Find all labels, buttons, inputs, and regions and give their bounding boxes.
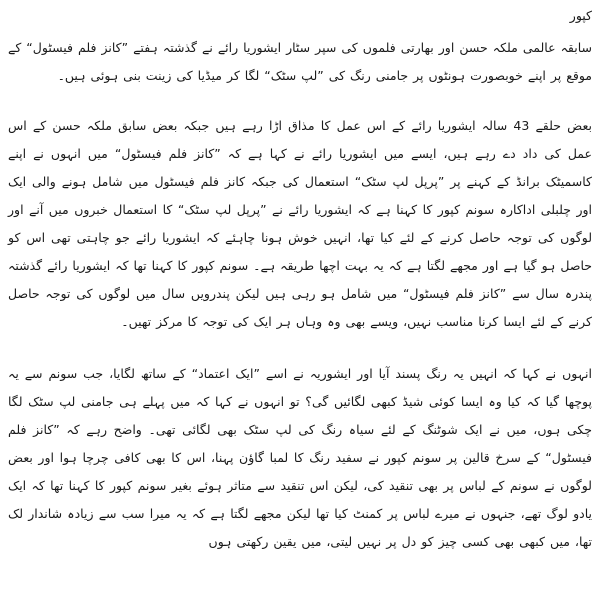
article-paragraph-3: انہوں نے کہا کہ انہیں یہ رنگ پسند آیا اور ایشوریہ نے اسے ”ایک اعتماد“ کے ساتھ لگایا، جب سونم سے یہ پوچھا گیا کہ کیا وہ ایسا کوئی شیڈ کبھی لگائیں گی؟ تو انہوں نے کہا کہ میں پہلے ہی جامنی لپ سٹک لگا چکی ہوں، میں نے ایک شوٹنگ کے لئے سیاہ رنگ کی لپ سٹک بھی لگائی تھی۔ واضح رہے کہ ”کانز فلم فیسٹول“ کے سرخ قالین پر سونم کپور نے سفید رنگ کا لمبا گاؤن پہنا، اس کا بھی کافی چرچا ہوا اور بعض لوگوں نے سونم کے لباس پر بھی تنقید کی، لیکن اس تنقید سے متاثر ہوئے بغیر سونم کپور کا کہنا تھا کہ ایک یادو لوگ تھے، جنہوں نے میرے لباس پر کمنٹ کیا تھا لیکن مجھے لگتا ہے کہ یہ میرا سب سے زیادہ شاندار لک تھا، میں کبھی بھی کسی چیز کو دل پر نہیں لیتی، میں یقین رکھتی ہوں — [8, 366, 592, 549]
article-paragraph-1: سابقہ عالمی ملکہ حسن اور بھارتی فلموں کی سپر سٹار ایشوریا رائے نے گذشتہ ہفتے ”کانز فلم فیسٹول“ کے موقع پر اپنے خوبصورت ہونٹوں پر جامنی رنگ کی ”لپ سٹک“ لگا کر میڈیا کی زینت بنی ہوئی ہیں۔ — [8, 40, 592, 83]
spacer — [8, 90, 592, 112]
spacer — [8, 336, 592, 360]
article-body — [8, 2, 592, 600]
article-continuation-word: کپور — [569, 8, 592, 23]
article-paragraph-2: بعض حلقے 43 سالہ ایشوریا رائے کے اس عمل کا مذاق اڑا رہے ہیں جبکہ بعض سابق ملکہ حسن کے اس عمل کی داد دے رہے ہیں، ایسے میں ایشوریا رائے نے کہا ہے کہ ”کانز فلم فیسٹول“ میں انہوں نے اپنے کاسمیٹک برانڈ کے کہنے پر ”پرپل لپ سٹک“ استعمال کی جبکہ کانز فلم فیسٹول میں شامل ہونے والی ایک اور چلبلی اداکارہ سونم کپور کا کہنا ہے کہ ایشوریا رائے نے ”پرپل لپ سٹک“ کا استعمال خبروں میں آنے اور لوگوں کی توجہ حاصل کرنے کے لئے کیا تھا، انہیں خوش ہونا چاہئے کہ ایشوریا رائے جو چاہتی تھی اس کو حاصل ہو گیا ہے اور مجھے لگتا ہے کہ یہ بہت اچھا طریقہ ہے۔ سونم کپور کا کہنا تھا کہ ایشوریا رائے گذشتہ پندرہ سال سے ”کانز فلم فیسٹول“ میں شامل ہو رہی ہیں لیکن پندرویں سال میں لوگوں کی توجہ حاصل کرنے کے لئے ایسا کرنا مناسب نہیں، ویسے بھی وہ وہاں ہر ایک کی توجہ کا مرکز تھیں۔ — [8, 118, 592, 329]
